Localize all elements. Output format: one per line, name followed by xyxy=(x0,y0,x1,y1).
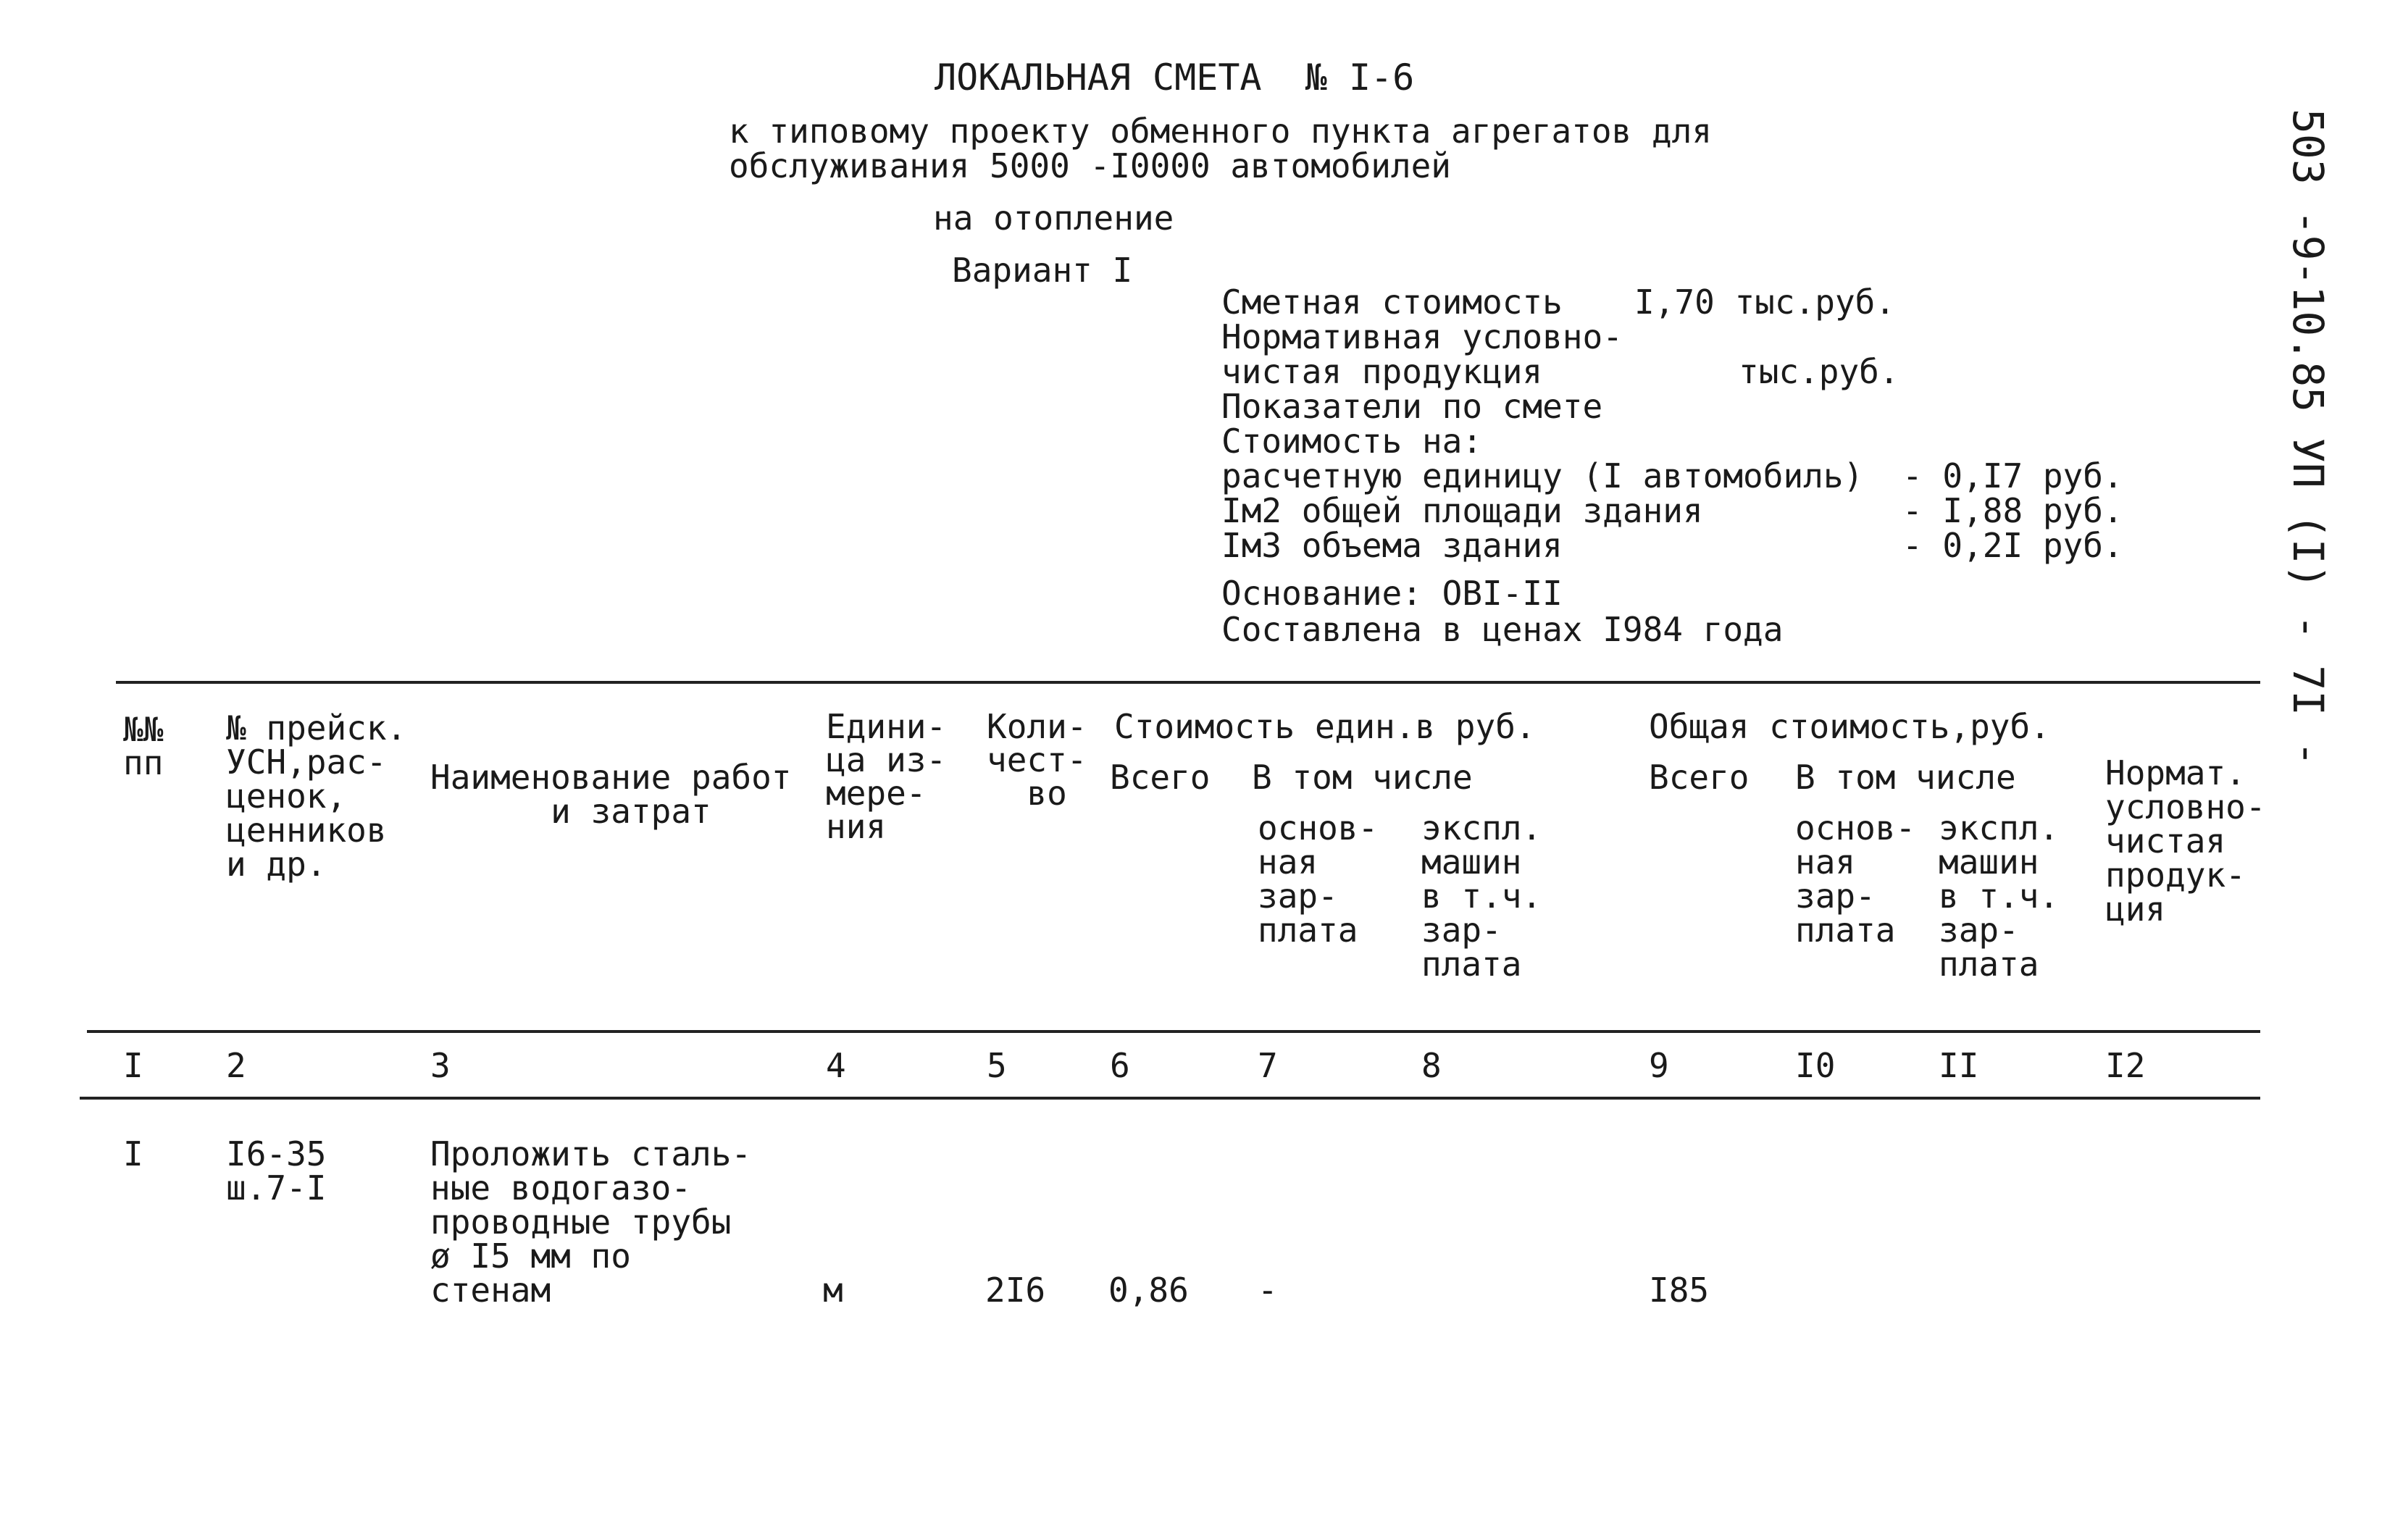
side-document-code: 503 -9-10.85 УП (I) - 7I - xyxy=(2283,109,2333,766)
header-total-cost: Общая стоимость,руб. xyxy=(1649,707,2050,746)
header-unit-incl: В том числе xyxy=(1252,758,1473,797)
header-unit-total: Всего xyxy=(1110,758,1211,797)
column-number: I2 xyxy=(2105,1046,2146,1085)
subtitle-line-1: к типовому проекту обменного пункта агрегатов для xyxy=(729,112,1713,151)
header-bottom-rule xyxy=(87,1030,2260,1033)
indicator-label: расчетную единицу (I автомобиль) xyxy=(1221,456,1864,495)
column-number: 2 xyxy=(226,1046,246,1085)
document-title: ЛОКАЛЬНАЯ СМЕТА № I-6 xyxy=(935,57,1415,99)
compiled-prices: Составлена в ценах I984 года xyxy=(1221,610,1784,649)
basis: Основание: ОВI-II xyxy=(1221,574,1563,613)
header-price-ref: № прейск. УСН,рас- ценок, ценников и др. xyxy=(226,708,407,884)
column-number: 6 xyxy=(1110,1046,1130,1085)
row-unit-total: 0,86 xyxy=(1108,1271,1189,1310)
table-top-rule xyxy=(116,681,2260,684)
cost-per-label: Стоимость на: xyxy=(1221,422,1483,461)
row-number: I xyxy=(123,1134,143,1173)
subtitle-line-2: обслуживания 5000 -I0000 автомобилей xyxy=(729,146,1451,185)
column-number: 8 xyxy=(1421,1046,1442,1085)
header-normative: Нормат. условно- чистая продук- ция xyxy=(2105,753,2266,929)
indicator-value: - I,88 руб. xyxy=(1902,491,2123,530)
header-unit: Едини- ца из- мере- ния xyxy=(826,707,947,846)
column-numbers-rule xyxy=(80,1097,2260,1100)
indicator-value: - 0,I7 руб. xyxy=(1902,456,2123,495)
cost-value: I,70 тыс.руб. xyxy=(1634,283,1896,322)
cost-label: Сметная стоимость xyxy=(1221,283,1563,322)
header-overall-incl: В том числе xyxy=(1795,758,2016,797)
normative-line-1: Нормативная условно- xyxy=(1221,317,1623,356)
header-overall-base-salary: основ- ная зар- плата xyxy=(1795,808,1916,950)
column-number: 9 xyxy=(1649,1046,1669,1085)
header-work-name: Наименование работ и затрат xyxy=(430,758,792,831)
variant: Вариант I xyxy=(952,251,1133,290)
normative-unit: тыс.руб. xyxy=(1739,352,1899,391)
header-unit-cost: Стоимость един.в руб. xyxy=(1114,707,1536,746)
header-unit-machines: экспл. машин в т.ч. зар- плата xyxy=(1421,808,1542,984)
row-work-name: Проложить сталь- ные водогазо- проводные трубы ø I5 мм по стенам xyxy=(430,1134,752,1310)
indicator-value: - 0,2I руб. xyxy=(1902,526,2123,565)
indicators-label: Показатели по смете xyxy=(1221,387,1603,426)
column-number: I0 xyxy=(1795,1046,1836,1085)
column-number: 3 xyxy=(430,1046,451,1085)
normative-line-2: чистая продукция xyxy=(1221,352,1543,391)
header-overall-total: Всего xyxy=(1649,758,1750,797)
row-total: I85 xyxy=(1649,1271,1710,1310)
column-number: 4 xyxy=(826,1046,846,1085)
header-row-number: №№ пп xyxy=(123,710,164,782)
row-quantity: 2I6 xyxy=(985,1271,1046,1310)
indicator-label: Iм2 общей площади здания xyxy=(1221,491,1703,530)
header-overall-machines: экспл. машин в т.ч. зар- плата xyxy=(1939,808,2060,984)
column-number: 5 xyxy=(987,1046,1007,1085)
row-price-ref: I6-35 ш.7-I xyxy=(226,1134,327,1208)
column-number: 7 xyxy=(1258,1046,1278,1085)
purpose: на отопление xyxy=(933,198,1174,238)
header-quantity: Коли- чест- во xyxy=(987,707,1087,813)
header-unit-base-salary: основ- ная зар- плата xyxy=(1258,808,1379,950)
column-number: II xyxy=(1939,1046,1979,1085)
indicator-label: Iм3 объема здания xyxy=(1221,526,1563,565)
column-number: I xyxy=(123,1046,143,1085)
row-unit: м xyxy=(823,1271,843,1310)
row-unit-salary: - xyxy=(1258,1271,1278,1310)
